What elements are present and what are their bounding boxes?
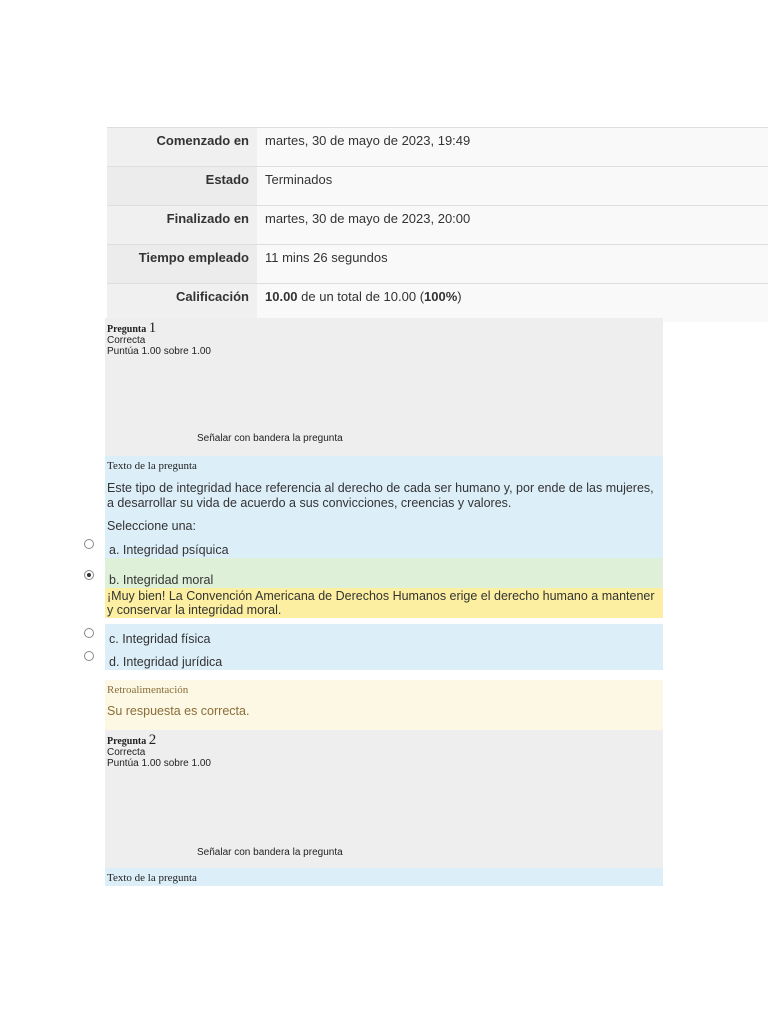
flag-question-link[interactable]: Señalar con bandera la pregunta bbox=[197, 847, 343, 858]
summary-row-finished bbox=[107, 205, 768, 244]
question-word: Pregunta bbox=[107, 736, 147, 747]
summary-value bbox=[257, 284, 768, 322]
option-d-radio[interactable] bbox=[84, 651, 94, 661]
question-text-label: Texto de la pregunta bbox=[105, 456, 663, 478]
question-number: 2 bbox=[148, 732, 157, 748]
specific-feedback: ¡Muy bien! La Convención Americana de Derechos Humanos erige el derecho humano a mantener y conservar la integridad moral. bbox=[105, 588, 663, 618]
summary-row-state bbox=[107, 166, 768, 205]
summary-row-time bbox=[107, 244, 768, 283]
summary-value: 11 mins 26 segundos bbox=[257, 245, 768, 283]
question-grade: Puntúa 1.00 sobre 1.00 bbox=[107, 758, 211, 769]
select-one-prompt: Seleccione una: bbox=[107, 519, 196, 533]
summary-label: Calificación bbox=[107, 284, 257, 322]
question-text: Este tipo de integridad hace referencia al derecho de cada ser humano y, por ende de las mujeres, a desarrollar su vida de acuerdo a sus convicciones, creencias y valores. bbox=[107, 481, 654, 510]
option-d[interactable]: d. Integridad jurídica bbox=[105, 647, 663, 670]
question-word: Pregunta bbox=[107, 324, 147, 335]
flag-question-link[interactable]: Señalar con bandera la pregunta bbox=[197, 433, 343, 444]
question-2-info bbox=[105, 730, 663, 868]
question-state: Correcta bbox=[107, 747, 146, 758]
question-state: Correcta bbox=[107, 335, 146, 346]
feedback-label: Retroalimentación bbox=[107, 684, 189, 696]
question-text-label: Texto de la pregunta bbox=[105, 868, 663, 886]
feedback-text: Su respuesta es correcta. bbox=[107, 704, 250, 718]
grade-percent: 100% bbox=[424, 289, 458, 304]
grade-close: ) bbox=[457, 289, 462, 304]
summary-value: martes, 30 de mayo de 2023, 20:00 bbox=[257, 206, 768, 244]
question-number: 1 bbox=[148, 320, 157, 336]
general-feedback bbox=[105, 680, 663, 730]
summary-row-grade bbox=[107, 283, 768, 322]
option-a-radio[interactable] bbox=[84, 539, 94, 549]
summary-value: martes, 30 de mayo de 2023, 19:49 bbox=[257, 128, 768, 166]
summary-value: Terminados bbox=[257, 167, 768, 205]
option-b[interactable]: b. Integridad moral bbox=[105, 558, 663, 588]
attempt-summary-table bbox=[107, 127, 768, 322]
option-c-radio[interactable] bbox=[84, 628, 94, 638]
option-c[interactable]: c. Integridad física bbox=[105, 624, 663, 647]
grade-score: 10.00 bbox=[265, 289, 298, 304]
summary-label: Estado bbox=[107, 167, 257, 205]
option-b-radio[interactable] bbox=[84, 570, 94, 580]
option-a[interactable]: a. Integridad psíquica bbox=[105, 540, 663, 558]
question-grade: Puntúa 1.00 sobre 1.00 bbox=[107, 346, 211, 357]
summary-label: Comenzado en bbox=[107, 128, 257, 166]
summary-row-started bbox=[107, 127, 768, 166]
question-1-info bbox=[105, 318, 663, 456]
grade-total: de un total de 10.00 ( bbox=[297, 289, 425, 304]
summary-label: Tiempo empleado bbox=[107, 245, 257, 283]
summary-label: Finalizado en bbox=[107, 206, 257, 244]
